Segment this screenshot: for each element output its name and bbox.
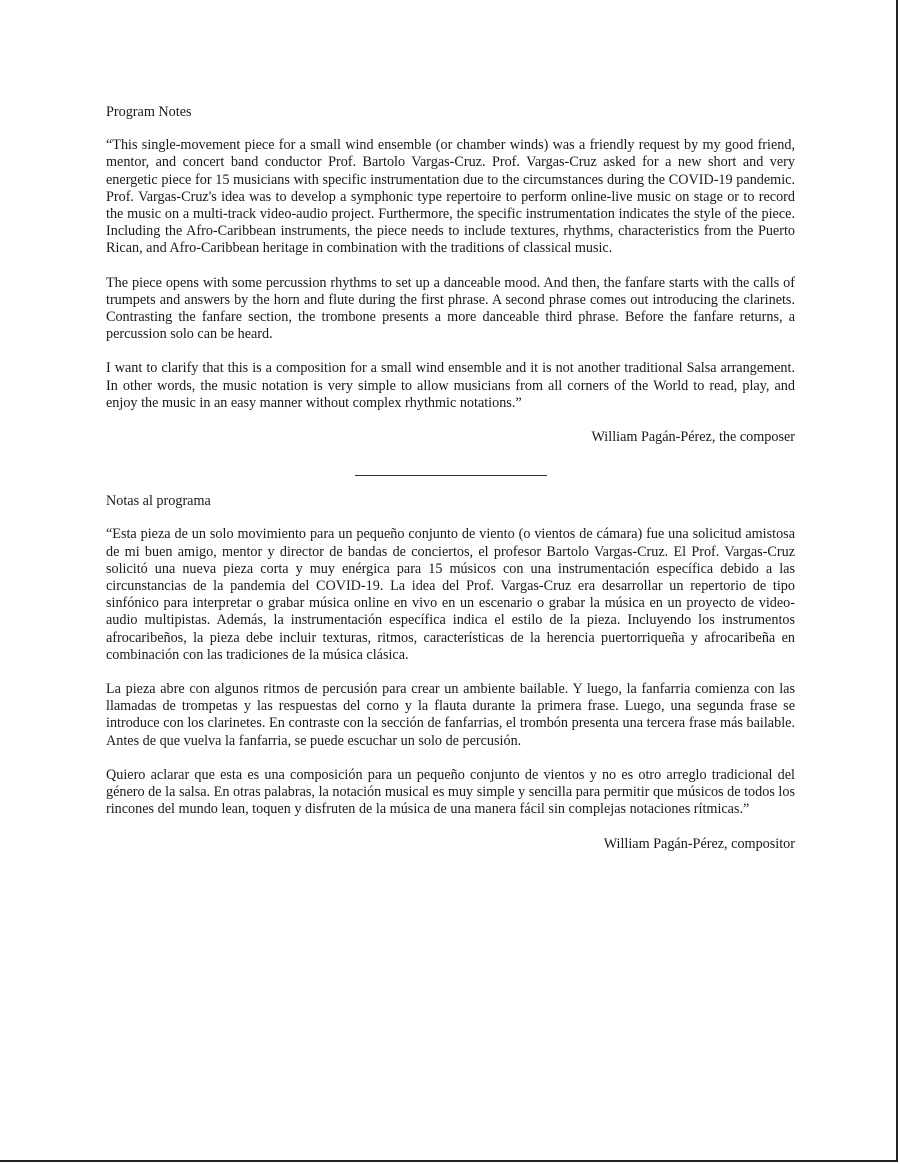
paragraph: La pieza abre con algunos ritmos de percusión para crear un ambiente bailable. Y luego, la fanfarria comienza con las llamadas de trompetas y las respuestas del corno y la flauta durante la primera frase. Luego, una segunda frase se introduce con los clarinetes. En contraste con la sección de fanfarrias, el trombón presenta una tercera frase más bailable. Antes de que vuelva la fanfarria, se puede escuchar un solo de percusión. <box>106 681 795 749</box>
section-divider <box>355 475 547 476</box>
section-heading: Program Notes <box>106 104 192 120</box>
section-heading: Notas al programa <box>106 493 211 510</box>
paragraph: Quiero aclarar que esta es una composición para un pequeño conjunto de vientos y no es otro arreglo tradicional del género de la salsa. En otras palabras, la notación musical es muy simple y sencilla para permitir que músicos de todos los rincones del mundo lean, toquen y disfruten de la música de una manera fácil sin complejas notaciones rítmicas.” <box>106 766 795 818</box>
composer-signature: William Pagán-Pérez, the composer <box>591 429 795 446</box>
program-notes-spanish <box>106 493 795 852</box>
composer-signature: William Pagán-Pérez, compositor <box>603 835 795 852</box>
paragraph: The piece opens with some percussion rhythms to set up a danceable mood. And then, the fanfare starts with the calls of trumpets and answers by the horn and flute during the first phrase. A second phrase comes out introducing the clarinets. Contrasting the fanfare section, the trombone presents a more danceable third phrase. Before the fanfare returns, a percussion solo can be heard. <box>106 274 795 343</box>
paragraph: “This single-movement piece for a small wind ensemble (or chamber winds) was a friendly request by my good friend, mentor, and concert band conductor Prof. Bartolo Vargas-Cruz. Prof. Vargas-Cruz asked for a new short and very energetic piece for 15 musicians with specific instrumentation due to the circumstances during the COVID-19 pandemic. Prof. Vargas-Cruz's idea was to develop a symphonic type repertoire to perform online-live music on stage or to record the music on a multi-track video-audio project. Furthermore, the specific instrumentation indicates the style of the piece. Including the Afro-Caribbean instruments, the piece needs to include textures, rhythms, characteristics from the Puerto Rican, and Afro-Caribbean heritage in combination with the traditions of classical music. <box>106 137 795 257</box>
paragraph: I want to clarify that this is a composition for a small wind ensemble and it is not another traditional Salsa arrangement. In other words, the music notation is very simple to allow musicians from all corners of the World to read, play, and enjoy the music in an easy manner without complex rhythmic notations.” <box>106 360 795 411</box>
paragraph: “Esta pieza de un solo movimiento para un pequeño conjunto de viento (o vientos de cámara) fue una solicitud amistosa de mi buen amigo, mentor y director de bandas de conciertos, el profesor Bartolo Vargas-Cruz. El Prof. Vargas-Cruz solicitó una nueva pieza corta y muy enérgica para 15 músicos con una instrumentación específica debido a las circunstancias de la pandemia del COVID-19. La idea del Prof. Vargas-Cruz era desarrollar un repertorio de tipo sinfónico para interpretar o grabar música online en vivo en un escenario o grabar la música en un proyecto de video-audio multipistas. Además, la instrumentación específica indica el estilo de la pieza. Incluyendo los instrumentos afrocaribeños, la pieza debe incluir texturas, ritmos, características de la herencia puertorriqueña y afrocaribeña en combinación con las tradiciones de la música clásica. <box>106 526 795 663</box>
document-content <box>106 104 795 853</box>
program-notes-english <box>106 104 795 446</box>
